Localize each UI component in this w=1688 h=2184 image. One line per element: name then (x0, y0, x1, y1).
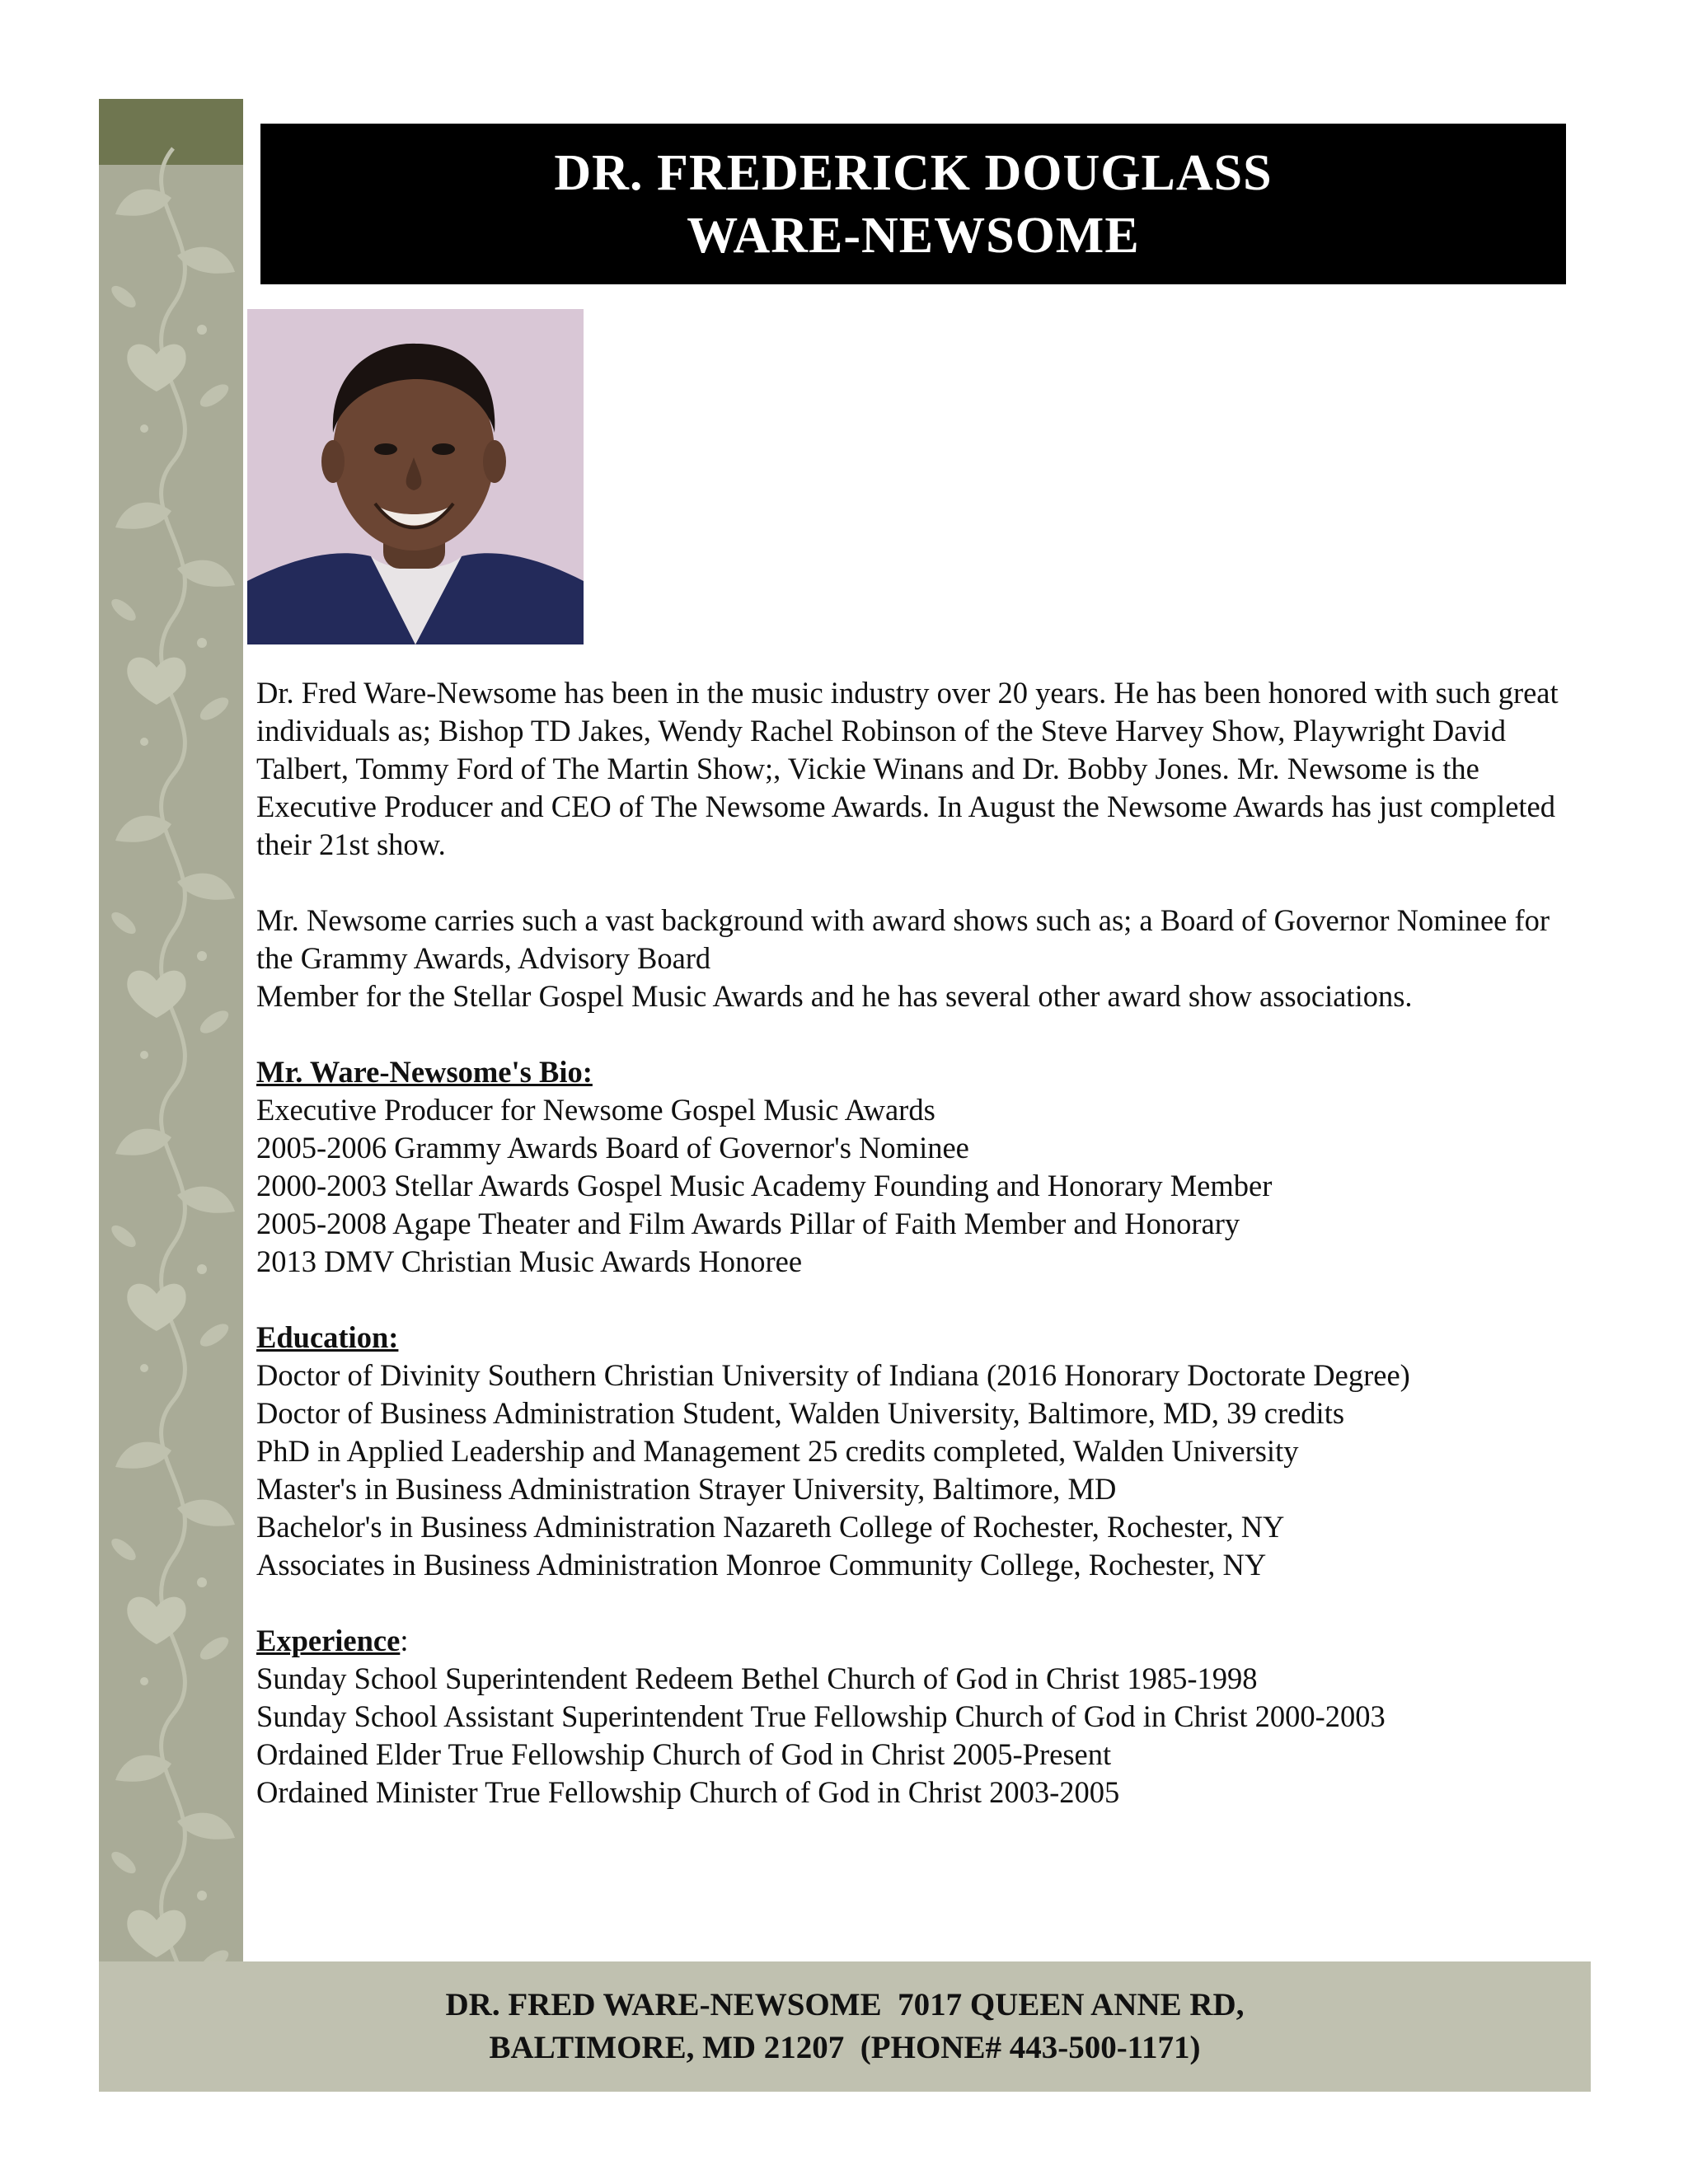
bio-item: 2005-2008 Agape Theater and Film Awards Pillar of Faith Member and Honorary (256, 1207, 1240, 1240)
education-item: Bachelor's in Business Administration Nazareth College of Rochester, Rochester, NY (256, 1510, 1285, 1544)
experience-item: Ordained Elder True Fellowship Church of God in Christ 2005-Present (256, 1737, 1112, 1771)
contact-footer (99, 1961, 1591, 2092)
education-heading: Education: (256, 1320, 399, 1354)
experience-item: Sunday School Assistant Superintendent True Fellowship Church of God in Christ 2000-2003 (256, 1699, 1386, 1733)
experience-section (256, 1622, 1575, 1811)
bio-item: 2013 DMV Christian Music Awards Honoree (256, 1244, 803, 1278)
bio-content (256, 674, 1575, 1849)
education-section (256, 1319, 1575, 1584)
experience-item: Sunday School Superintendent Redeem Bethel Church of God in Christ 1985-1998 (256, 1661, 1258, 1695)
bio-heading: Mr. Ware-Newsome's Bio: (256, 1055, 593, 1089)
background-line-2: Member for the Stellar Gospel Music Awards and he has several other award show associations. (256, 979, 1413, 1013)
name-title-line2: WARE-NEWSOME (687, 207, 1140, 264)
experience-item: Ordained Minister True Fellowship Church of God in Christ 2003-2005 (256, 1775, 1120, 1809)
education-item: Master's in Business Administration Strayer University, Baltimore, MD (256, 1472, 1117, 1506)
intro-section (256, 674, 1575, 864)
background-section (256, 902, 1575, 1015)
education-item: Associates in Business Administration Monroe Community College, Rochester, NY (256, 1548, 1267, 1582)
bio-item: 2005-2006 Grammy Awards Board of Governor's Nominee (256, 1131, 969, 1165)
education-item: Doctor of Divinity Southern Christian University of Indiana (2016 Honorary Doctorate Degree) (256, 1358, 1410, 1392)
floral-sidebar (99, 99, 243, 1986)
bio-item: 2000-2003 Stellar Awards Gospel Music Academy Founding and Honorary Member (256, 1169, 1273, 1202)
name-title-line1: DR. FREDERICK DOUGLASS (554, 144, 1273, 201)
experience-heading: Experience (256, 1624, 401, 1657)
education-item: Doctor of Business Administration Student, Walden University, Baltimore, MD, 39 credits (256, 1396, 1345, 1430)
background-line-1: Mr. Newsome carries such a vast background with award shows such as; a Board of Governor Nominee for the Grammy Awards, Advisory Board (256, 903, 1550, 975)
footer-address-line: DR. FRED WARE-NEWSOME 7017 QUEEN ANNE RD, (445, 1987, 1245, 2022)
experience-heading-colon: : (400, 1624, 409, 1657)
portrait-photo (247, 309, 584, 644)
education-item: PhD in Applied Leadership and Management 25 credits completed, Walden University (256, 1434, 1299, 1468)
footer-city-phone-line: BALTIMORE, MD 21207 (PHONE# 443-500-1171) (489, 2030, 1201, 2065)
intro-paragraph: Dr. Fred Ware-Newsome has been in the music industry over 20 years. He has been honored with such great individuals as; Bishop TD Jakes, Wendy Rachel Robinson of the Steve Harvey Show, Playwright David Talbert, Tommy Ford of The Martin Show;, Vickie Winans and Dr. Bobby Jones. Mr. Newsome is the Executive Producer and CEO of The Newsome Awards. In August the Newsome Awards has just completed their 21st show. (256, 676, 1559, 861)
portrait-photo-icon (247, 309, 584, 644)
floral-vine-pattern-icon (99, 99, 243, 1986)
bio-item: Executive Producer for Newsome Gospel Music Awards (256, 1093, 935, 1127)
title-banner (260, 124, 1566, 284)
bio-section (256, 1053, 1575, 1281)
